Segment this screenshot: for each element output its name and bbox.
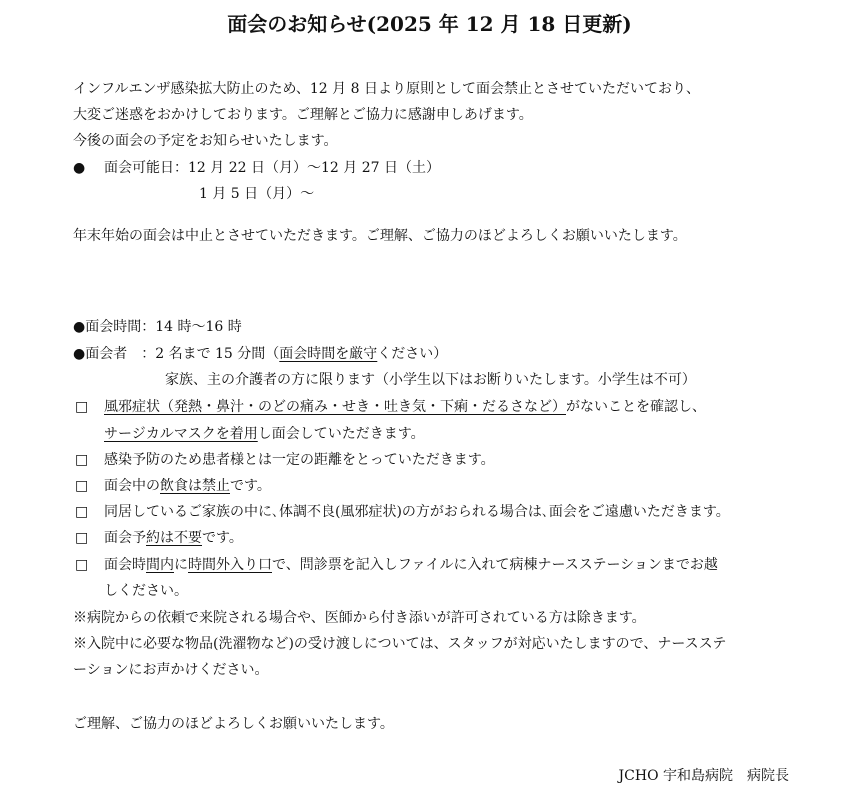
note-belongings-line-2: ーションにお声かけください。 xyxy=(73,662,269,678)
rule-no-eating-post: です。 xyxy=(230,478,271,494)
schedule-dates-line-2: 1 月 5 日（月）～ xyxy=(199,186,315,202)
checkbox-icon: □ xyxy=(75,530,89,546)
visitor-limit-underlined: 面会時間を厳守 xyxy=(279,346,378,362)
rule-no-reservation-pre: 面会予 xyxy=(104,530,146,546)
signature: JCHO 宇和島病院 病院長 xyxy=(618,768,789,784)
schedule-bullet: ● xyxy=(73,160,86,176)
rule-mask-text: し面会していただきます。 xyxy=(257,426,425,442)
intro-line-1: インフルエンザ感染拡大防止のため、12 月 8 日より原則として面会禁止とさせていただいており、 xyxy=(73,81,700,97)
checkbox-icon: □ xyxy=(75,452,89,468)
rule-distance: 感染予防のため患者様とは一定の距離をとっていただきます。 xyxy=(104,452,495,468)
checkbox-icon: □ xyxy=(75,478,89,494)
visitor-limit-line-2: 家族、主の介護者の方に限ります（小学生以下はお断りいたします。小学生は不可） xyxy=(165,372,696,388)
rule-entrance-pre: 面会時 xyxy=(104,557,146,573)
checkbox-icon: □ xyxy=(75,399,89,415)
rule-mask-underlined: サージカルマスクを着用 xyxy=(104,426,258,442)
rule-entrance-line-2: しください。 xyxy=(104,583,188,599)
visitor-limit-prefix: ●面会者 ：2 名まで 15 分間（ xyxy=(73,346,280,362)
rule-symptoms xyxy=(104,397,706,417)
rule-no-eating xyxy=(104,476,271,496)
checkbox-icon: □ xyxy=(75,504,89,520)
schedule-dates: 面会可能日：12 月 22 日（月）～12 月 27 日（土） xyxy=(104,160,440,176)
rule-family-illness: 同居しているご家族の中に､体調不良(風邪症状)の方がおられる場合は､面会をご遠慮いただきます。 xyxy=(104,504,730,520)
rule-mask xyxy=(104,424,425,444)
visiting-hours: ●面会時間：14 時～16 時 xyxy=(73,319,242,335)
note-exception: ※病院からの依頼で来院される場合や、医師から付き添いが許可されている方は除きます。 xyxy=(73,610,646,626)
rule-entrance-mid: に xyxy=(174,557,188,573)
intro-line-3: 今後の面会の予定をお知らせいたします。 xyxy=(73,133,338,149)
new-year-notice: 年末年始の面会は中止とさせていただきます。ご理解、ご協力のほどよろしくお願いいたします。 xyxy=(73,228,687,244)
rule-entrance-underlined-2: 時間外入り口 xyxy=(188,557,272,573)
rule-entrance xyxy=(104,555,718,575)
note-belongings: ※入院中に必要な物品(洗濯物など)の受け渡しについては、スタッフが対応いたしますので、ナースステ xyxy=(73,636,727,652)
rule-no-eating-underlined: 飲食は禁止 xyxy=(160,478,230,494)
checkbox-icon: □ xyxy=(75,557,89,573)
rule-no-reservation-underlined: 約は不要 xyxy=(146,530,202,546)
visitor-limit-suffix: ください） xyxy=(377,346,448,362)
rule-no-reservation xyxy=(104,528,243,548)
rule-symptoms-text: がないことを確認し、 xyxy=(566,399,706,415)
rule-entrance-post: で、問診票を記入しファイルに入れて病棟ナースステーションまでお越 xyxy=(272,557,718,573)
rule-no-reservation-post: です。 xyxy=(202,530,243,546)
intro-line-2: 大変ご迷惑をおかけしております。ご理解とご協力に感謝申しあげます。 xyxy=(73,107,533,123)
visitor-limit xyxy=(73,344,447,364)
closing-text: ご理解、ご協力のほどよろしくお願いいたします。 xyxy=(73,716,394,732)
page-title: 面会のお知らせ(2025 年 12 月 18 日更新) xyxy=(227,12,632,36)
rule-symptoms-underlined: 風邪症状（発熱・鼻汁・のどの痛み・せき・吐き気・下痢・だるさなど） xyxy=(104,399,566,415)
rule-entrance-underlined-1: 間内 xyxy=(146,557,174,573)
rule-no-eating-pre: 面会中の xyxy=(104,478,160,494)
